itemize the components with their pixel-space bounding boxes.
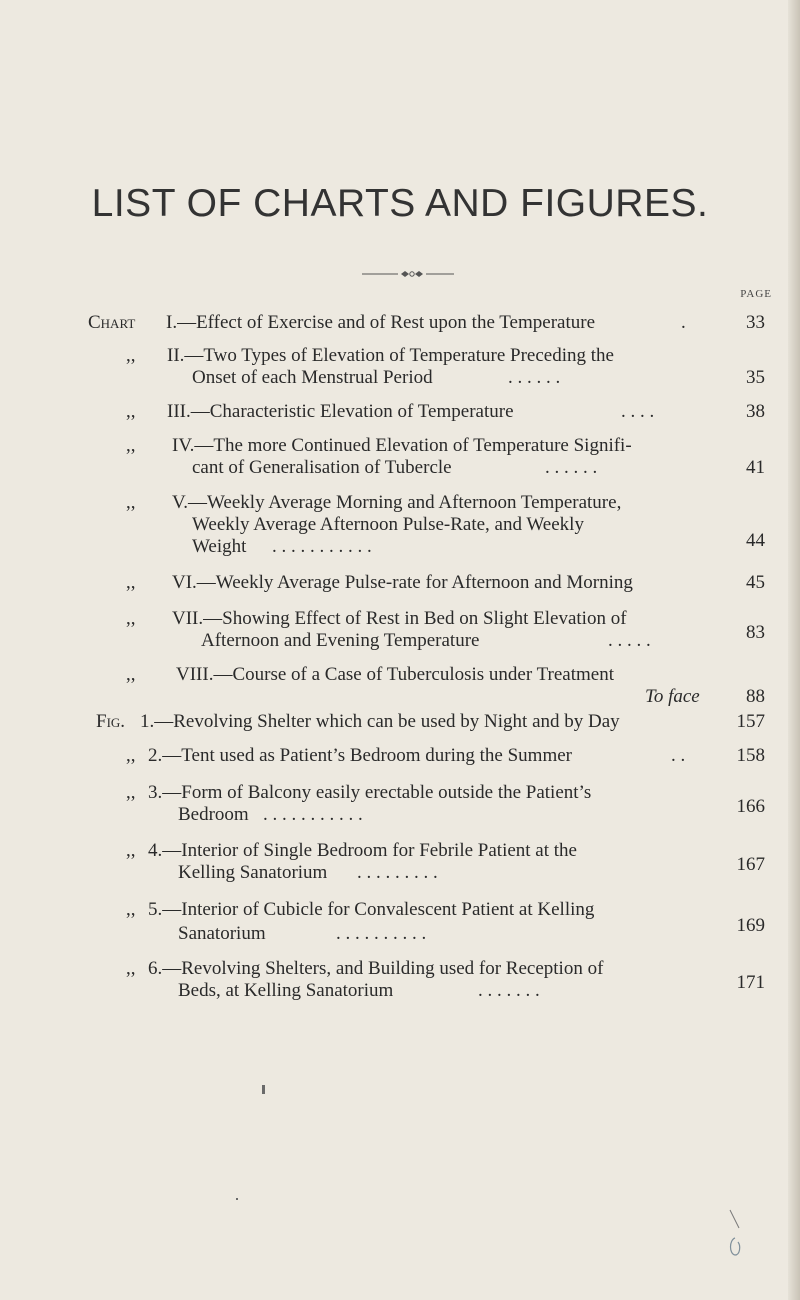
ditto-mark: ,, [126, 492, 136, 513]
page-column-heading: PAGE [740, 288, 772, 300]
entry-page-number: 157 [736, 711, 765, 732]
title-ornament [362, 270, 454, 278]
ditto-mark: ,, [126, 401, 136, 422]
chart-label: Chart [88, 312, 136, 333]
entry-page-number: 35 [746, 367, 765, 388]
entry-title-line: 1.—Revolving Shelter which can be used by Night and by Day [140, 711, 620, 732]
entry-leader: . . . . . . . . . [357, 862, 438, 883]
entry-leader: . [681, 312, 686, 333]
to-face-note: To face [645, 686, 700, 707]
entry-leader: . . . . . . [508, 367, 561, 388]
page-title: LIST OF CHARTS AND FIGURES. [91, 182, 709, 225]
scan-speck [262, 1085, 265, 1094]
ditto-mark: ,, [126, 435, 136, 456]
ditto-mark: ,, [126, 345, 136, 366]
ditto-mark: ,, [126, 899, 136, 920]
entry-title-line: V.—Weekly Average Morning and Afternoon Temperature, [172, 492, 622, 513]
entry-title-line: 3.—Form of Balcony easily erectable outside the Patient’s [148, 782, 592, 803]
entry-title-line: Bedroom [178, 804, 249, 825]
entry-title-line: Weekly Average Afternoon Pulse-Rate, and Weekly [192, 514, 584, 535]
entry-title-line: Weight [192, 536, 247, 557]
entry-page-number: 38 [746, 401, 765, 422]
ditto-mark: ,, [126, 608, 136, 629]
entry-leader: . . . . . [608, 630, 651, 651]
entry-title-line: Onset of each Menstrual Period [192, 367, 433, 388]
entry-title-line: II.—Two Types of Elevation of Temperature Preceding the [167, 345, 614, 366]
scan-speck [236, 1198, 238, 1200]
ditto-mark: ,, [126, 782, 136, 803]
entry-leader: . . . . . . . . . . [336, 923, 427, 944]
entry-title-line: 4.—Interior of Single Bedroom for Febrile Patient at the [148, 840, 577, 861]
entry-page-number: 158 [736, 745, 765, 766]
entry-title-line: cant of Generalisation of Tubercle [192, 457, 452, 478]
entry-title-line: VI.—Weekly Average Pulse-rate for Afternoon and Morning [172, 572, 633, 593]
entry-title-line: 6.—Revolving Shelters, and Building used for Reception of [148, 958, 604, 979]
entry-page-number: 167 [736, 854, 765, 875]
pencil-mark [726, 1208, 746, 1258]
entry-title-line: III.—Characteristic Elevation of Temperature [167, 401, 514, 422]
entry-page-number: 169 [736, 915, 765, 936]
entry-leader: . . . . . . [545, 457, 598, 478]
entry-leader: . . . . . . . [478, 980, 540, 1001]
entry-page-number: 171 [736, 972, 765, 993]
entry-title-line: VII.—Showing Effect of Rest in Bed on Slight Elevation of [172, 608, 627, 629]
entry-title-line: Kelling Sanatorium [178, 862, 328, 883]
entry-page-number: 44 [746, 530, 765, 551]
ditto-mark: ,, [126, 572, 136, 593]
entry-page-number: 45 [746, 572, 765, 593]
entry-title-line: Beds, at Kelling Sanatorium [178, 980, 394, 1001]
entry-page-number: 33 [746, 312, 765, 333]
entry-title-line: Afternoon and Evening Temperature [201, 630, 480, 651]
entry-page-number: 41 [746, 457, 765, 478]
ditto-mark: ,, [126, 745, 136, 766]
entry-title-line: 2.—Tent used as Patient’s Bedroom during the Summer [148, 745, 573, 766]
ditto-mark: ,, [126, 664, 136, 685]
entry-page-number: 88 [746, 686, 765, 707]
ditto-mark: ,, [126, 958, 136, 979]
ditto-mark: ,, [126, 840, 136, 861]
entry-title-line: IV.—The more Continued Elevation of Temperature Signifi- [172, 435, 632, 456]
entry-leader: . . [671, 745, 686, 766]
entry-title-line: 5.—Interior of Cubicle for Convalescent Patient at Kelling [148, 899, 595, 920]
entry-title-line: VIII.—Course of a Case of Tuberculosis under Treatment [176, 664, 615, 685]
entry-page-number: 83 [746, 622, 765, 643]
figure-label: Fig. [96, 711, 126, 732]
entry-leader: . . . . . . . . . . . [272, 536, 372, 557]
entry-leader: . . . . . . . . . . . [263, 804, 363, 825]
entry-title-line: Sanatorium [178, 923, 266, 944]
entry-title-line: I.—Effect of Exercise and of Rest upon the Temperature [166, 312, 596, 333]
entry-page-number: 166 [736, 796, 765, 817]
entry-leader: . . . . [621, 401, 655, 422]
